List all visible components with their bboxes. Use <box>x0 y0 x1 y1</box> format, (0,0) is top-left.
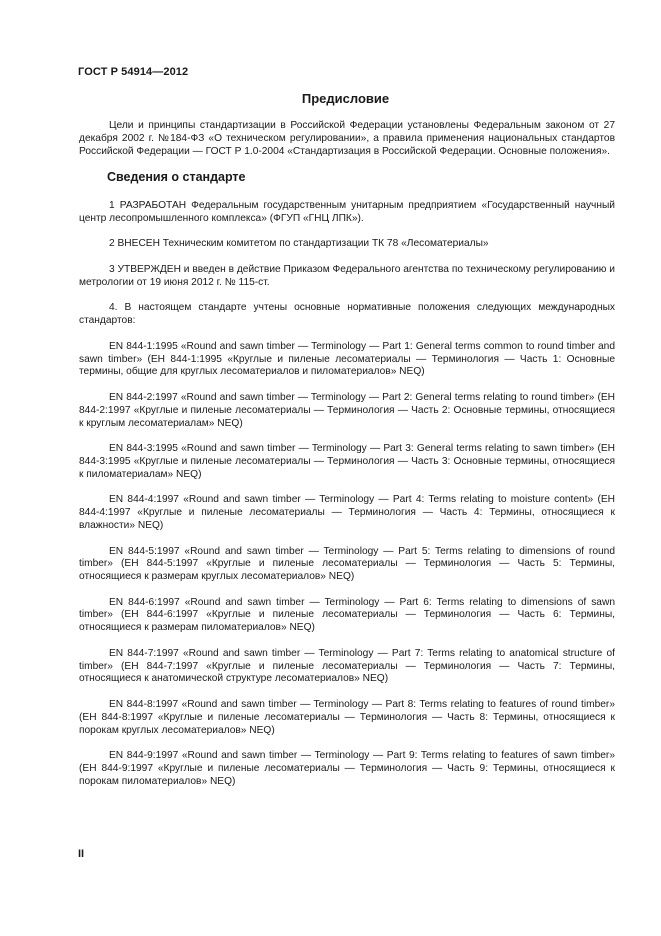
preface-title: Предисловие <box>301 91 390 106</box>
standard-ref-en-844-2: EN 844-2:1997 «Round and sawn timber — Terminology — Part 2: General terms relating to round timber» (EH 844-2:1997 «Круглые и пиленые лесоматериалы — Терминология — Часть 2: Основные термины, относящиеся к круглым лесоматериалам» NEQ) <box>79 391 615 429</box>
info-item-1: 1 РАЗРАБОТАН Федеральным государственным унитарным предприятием «Государственный научный центр лесопромышленного комплекса» (ФГУП «ГНЦ ЛПК»). <box>79 199 615 224</box>
page-number: II <box>78 848 85 860</box>
document-body <box>79 120 615 801</box>
standard-ref-en-844-3: EN 844-3:1995 «Round and sawn timber — Terminology — Part 3: General terms relating to sawn timber» (EH 844-3:1995 «Круглые и пиленые лесоматериалы — Терминология — Часть 3: Основные термины, относящиеся к пиломатериалам» NEQ) <box>79 443 615 480</box>
preface-paragraph: Цели и принципы стандартизации в Российской Федерации установлены Федеральным законом от 27 декабря 2002 г. №184-ФЗ «О техническом регулировании», а правила применения национальных стандартов Российской Федерации — ГОСТ Р 1.0-2004 «Стандартизация в Российской Федерации. Основные положения». <box>79 120 615 157</box>
info-item-2: 2 ВНЕСЕН Техническим комитетом по стандартизации ТК 78 «Лесоматериалы» <box>109 238 489 250</box>
standard-ref-en-844-5: EN 844-5:1997 «Round and sawn timber — Terminology — Part 5: Terms relating to dimensions of round timber» (EH 844-5:1997 «Круглые и пиленые лесоматериалы — Терминология — Часть 5: Термины, относящиеся к размерам круглых лесоматериалов» NEQ) <box>79 545 615 583</box>
standard-ref-en-844-6: EN 844-6:1997 «Round and sawn timber — Terminology — Part 6: Terms relating to dimensions of sawn timber» (EH 844-6:1997 «Круглые и пиленые лесоматериалы — Терминология — Часть 6: Термины, относящиеся к размерам пиломатериалов» NEQ) <box>79 596 615 634</box>
standard-ref-en-844-4: EN 844-4:1997 «Round and sawn timber — Terminology — Part 4: Terms relating to moisture content» (EH 844-4:1997 «Круглые и пиленые лесоматериалы — Терминология — Часть 4: Термины, относящиеся к влажности» NEQ) <box>79 494 615 531</box>
standard-ref-en-844-8: EN 844-8:1997 «Round and sawn timber — Terminology — Part 8: Terms relating to features of round timber» (EH 844-8:1997 «Круглые и пиленые лесоматериалы — Терминология — Часть 8: Термины, относящиеся к порокам круглых лесоматериалов» NEQ) <box>79 699 615 736</box>
document-code: ГОСТ Р 54914—2012 <box>78 66 189 78</box>
standard-ref-en-844-9: EN 844-9:1997 «Round and sawn timber — Terminology — Part 9: Terms relating to features of sawn timber» (EH 844-9:1997 «Круглые и пиленые лесоматериалы — Терминология — Часть 9: Термины, относящиеся к порокам пиломатериалов» NEQ) <box>79 750 615 787</box>
info-item-3: 3 УТВЕРЖДЕН и введен в действие Приказом Федерального агентства по техническому регулированию и метрологии от 19 июня 2012 г. № 115-ст. <box>79 263 615 288</box>
standard-ref-en-844-7: EN 844-7:1997 «Round and sawn timber — Terminology — Part 7: Terms relating to anatomical structure of timber» (EH 844-7:1997 «Круглые и пиленые лесоматериалы — Терминология — Часть 7: Термины, относящиеся к анатомической структуре лесоматериалов» NEQ) <box>79 647 615 685</box>
section-heading-standard-info: Сведения о стандарте <box>107 170 246 185</box>
standard-ref-en-844-1: EN 844-1:1995 «Round and sawn timber — Terminology — Part 1: General terms common to round timber and sawn timber» (EH 844-1:1995 «Круглые и пиленые лесоматериалы — Терминология — Часть 1: Основные термины, общие для круглых лесоматериалов и пиломатериалов» NEQ) <box>79 340 615 378</box>
info-item-4: 4. В настоящем стандарте учтены основные нормативные положения следующих международных стандартов: <box>79 302 615 327</box>
